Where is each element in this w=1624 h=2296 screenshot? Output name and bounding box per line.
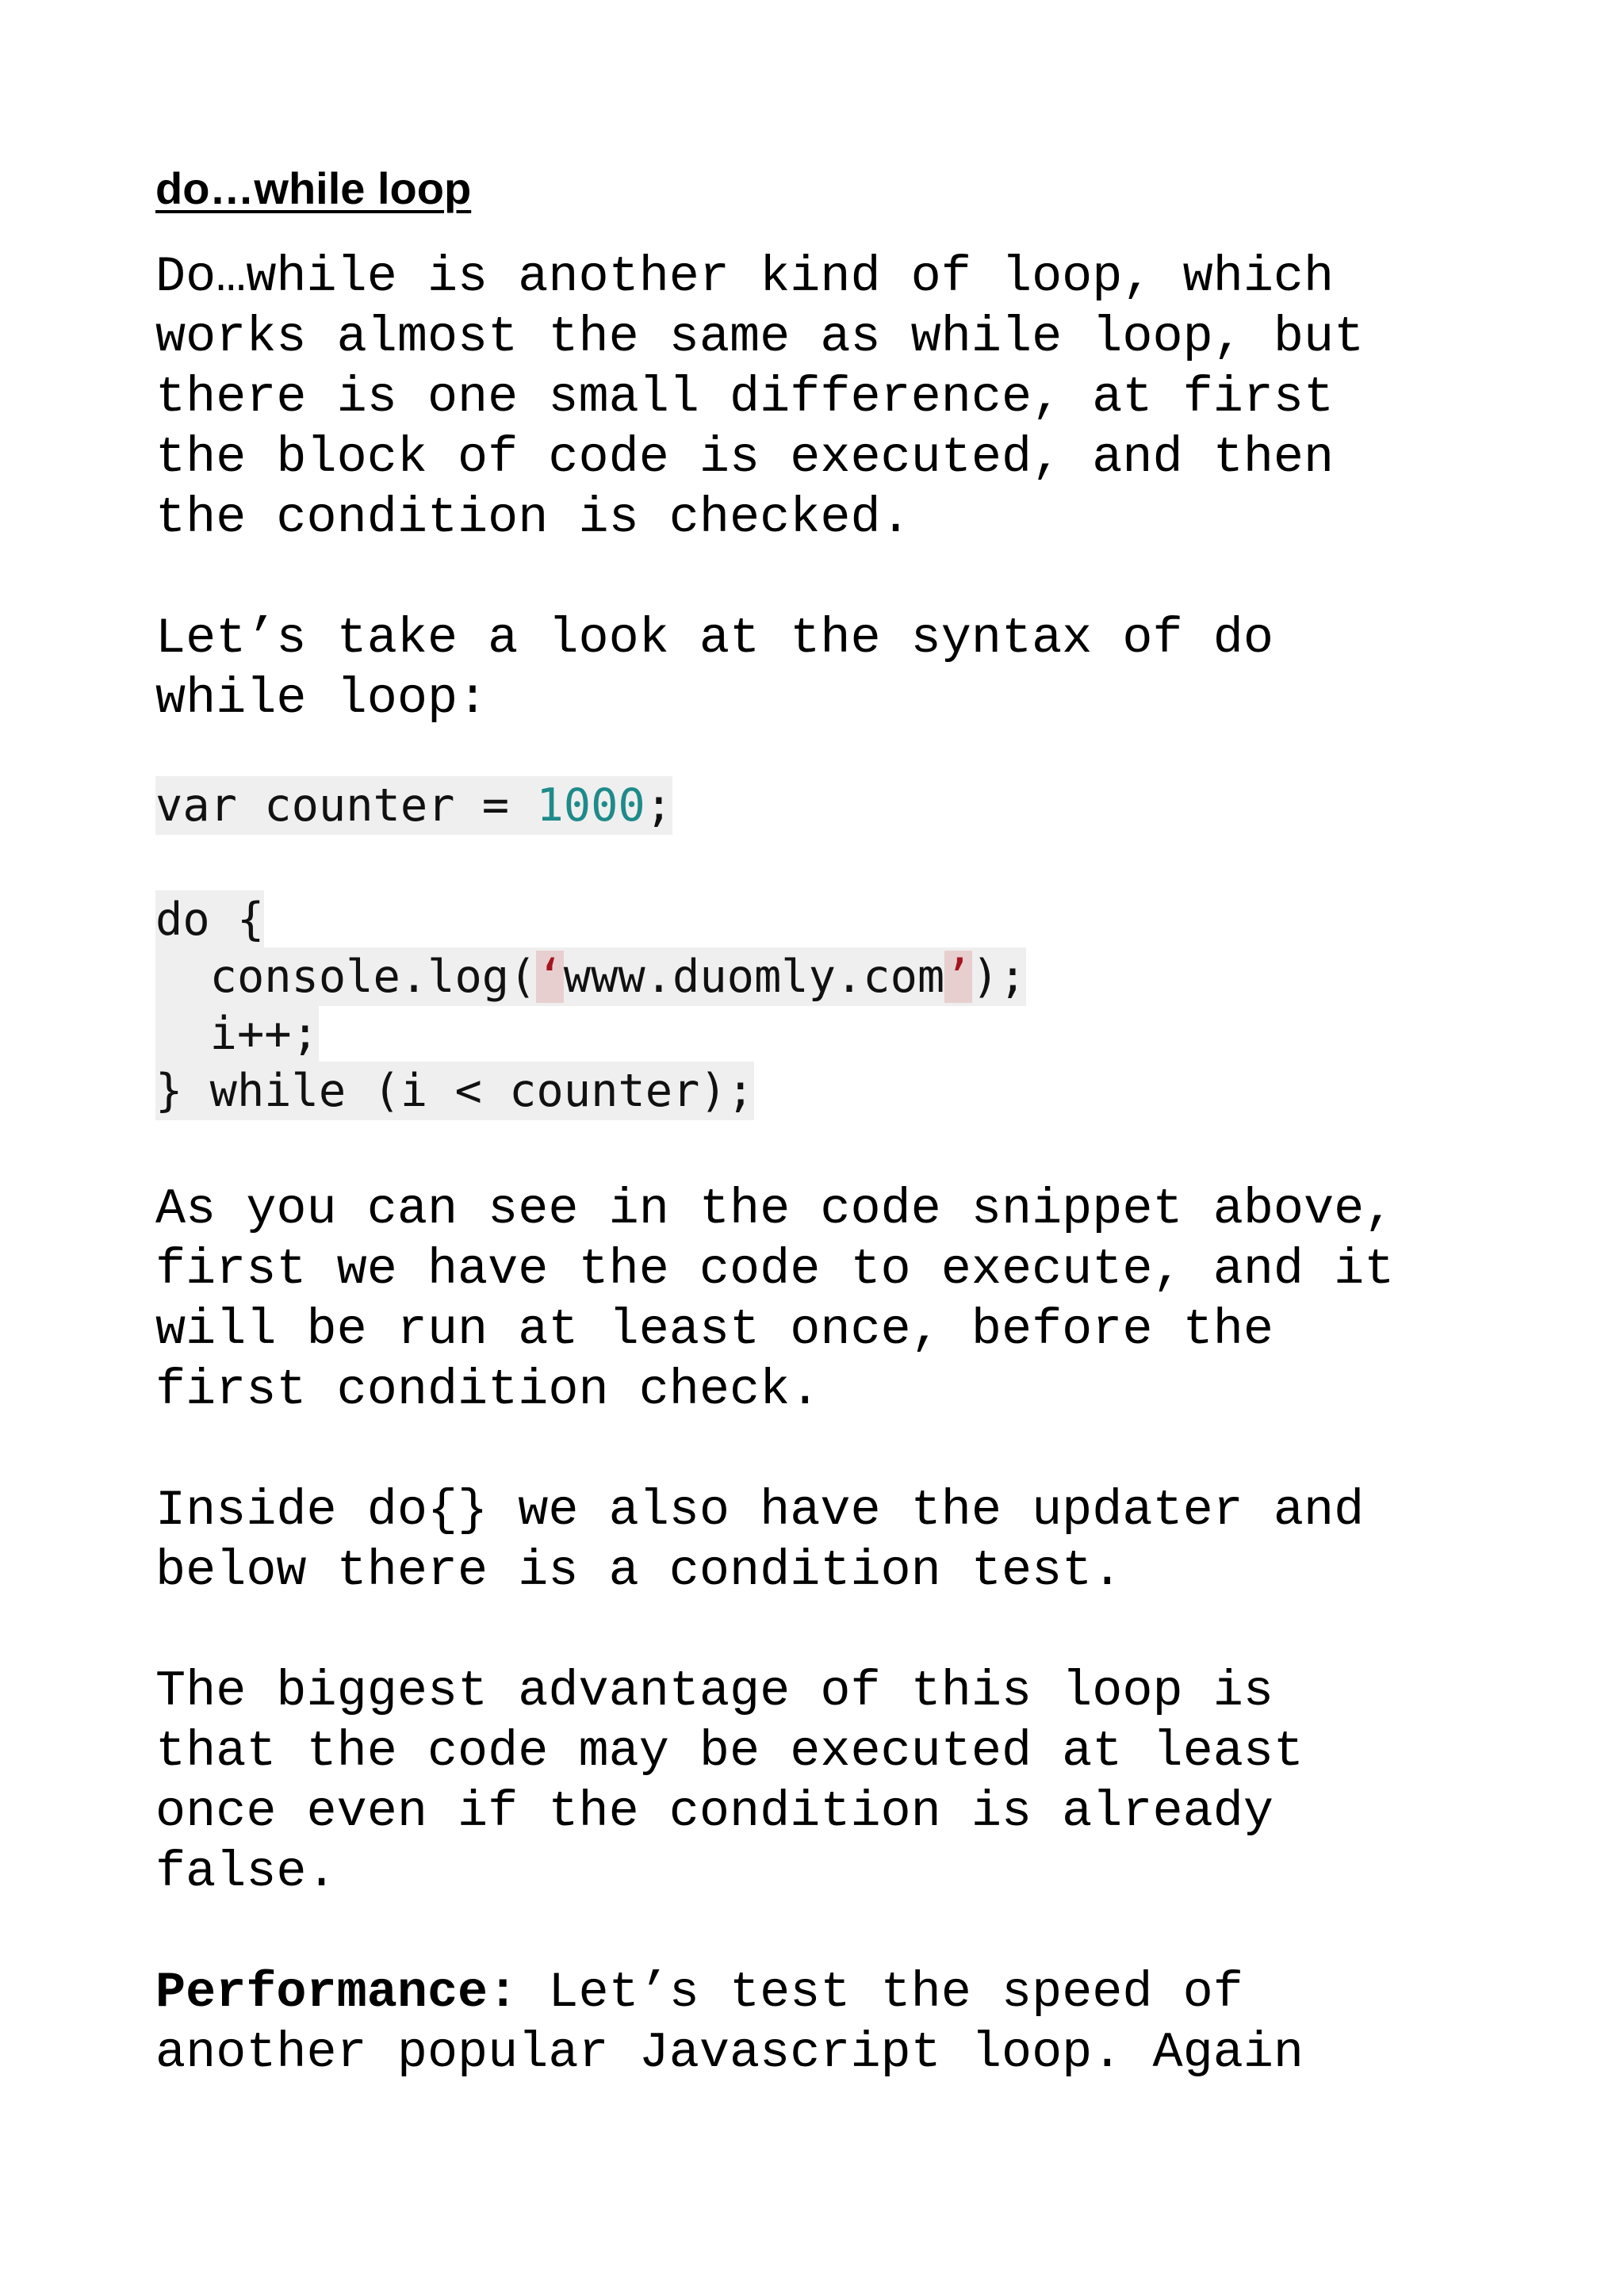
text-line: below there is a condition test.: [155, 1543, 1123, 1600]
text-line: once even if the condition is already: [155, 1784, 1274, 1841]
text-line: Do…while is another kind of loop, which: [155, 249, 1335, 306]
section-heading: do…while loop: [155, 163, 472, 213]
text-line: that the code may be executed at least: [155, 1724, 1304, 1781]
text-line: the condition is checked.: [155, 490, 911, 547]
text-line: Inside do{} we also have the updater and: [155, 1483, 1365, 1540]
text-line: first condition check.: [155, 1362, 821, 1419]
text-line: Let’s take a look at the syntax of do: [155, 610, 1274, 668]
document-page: [155, 159, 1503, 2084]
text-line: there is one small difference, at first: [155, 369, 1335, 427]
open-quote: ‘: [536, 951, 564, 1003]
code-line-log: console.log(‘www.duomly.com’);: [155, 948, 1503, 1005]
text-line: another popular Javascript loop. Again: [155, 2025, 1304, 2082]
text-line: while loop:: [155, 671, 488, 728]
code-snippet: [155, 777, 1503, 1119]
syntax-intro-paragraph: [155, 609, 1503, 729]
text-line: the block of code is executed, and then: [155, 430, 1335, 487]
inside-paragraph: [155, 1481, 1503, 1601]
text-line: As you can see in the code snippet above,: [155, 1181, 1395, 1238]
performance-paragraph: [155, 1963, 1503, 2084]
code-line-do: do {: [155, 891, 1503, 948]
text-line: Performance: Let’s test the speed of: [155, 1965, 1243, 2022]
text-line: The biggest advantage of this loop is: [155, 1663, 1274, 1720]
advantage-paragraph: [155, 1662, 1503, 1903]
text-line: works almost the same as while loop, but: [155, 309, 1365, 366]
string-literal: www.duomly.com: [563, 951, 945, 1003]
code-line-var: var counter = 1000;: [155, 777, 1503, 834]
code-line-increment: i++;: [155, 1005, 1503, 1062]
explain-paragraph: [155, 1180, 1503, 1421]
text-line: first we have the code to execute, and it: [155, 1242, 1395, 1299]
code-line-while: } while (i < counter);: [155, 1062, 1503, 1119]
code-line-blank: [155, 834, 1503, 891]
number-literal: 1000: [536, 779, 645, 832]
performance-label: Performance:: [155, 1965, 519, 2022]
text-line: false.: [155, 1844, 337, 1901]
intro-paragraph: [155, 247, 1503, 549]
text-line: will be run at least once, before the: [155, 1302, 1274, 1359]
close-quote: ’: [944, 951, 972, 1003]
